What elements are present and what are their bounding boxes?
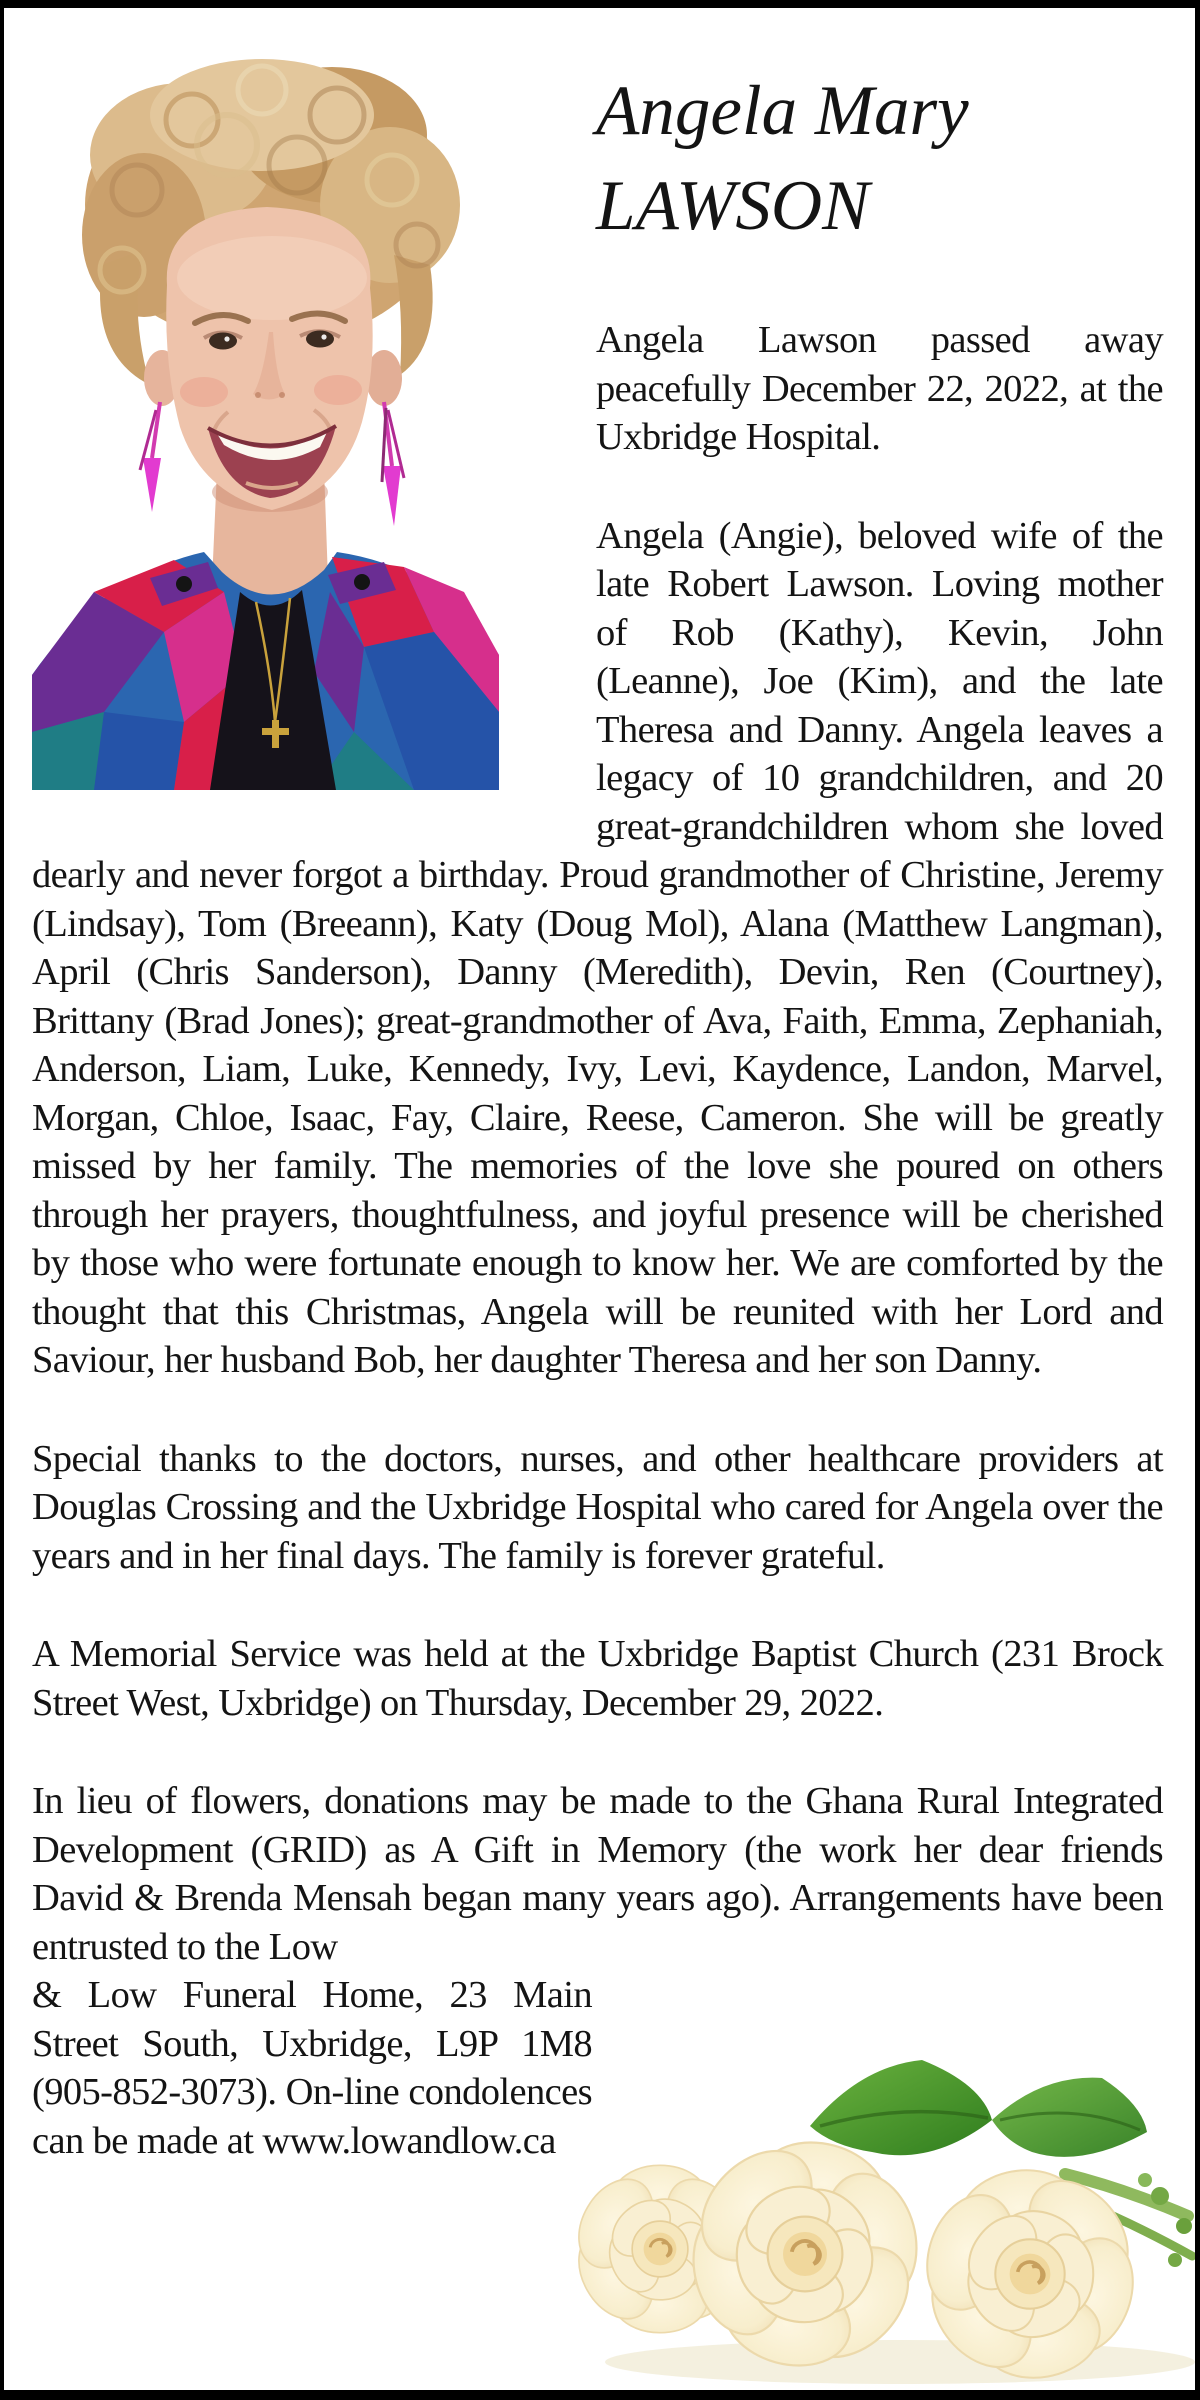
deceased-surname: LAWSON [596, 167, 870, 245]
paragraph-funeral-home: & Low Funeral Home, 23 Main Street South, Uxbridge, L9P 1M8 (905-852-3073). On-line condolences can be made at www.lowandlow.ca [32, 1974, 592, 2162]
table-shadow [605, 2340, 1195, 2384]
paragraph-thanks: Special thanks to the doctors, nurses, and other healthcare providers at Douglas Crossing and the Uxbridge Hospital who cared for Angela over the years and in her final days. The family is forever grateful. [32, 1437, 1163, 1577]
paragraph-announcement: Angela Lawson passed away peacefully December 22, 2022, at the Uxbridge Hospital. [596, 319, 1163, 458]
paragraph-donations: In lieu of flowers, donations may be made to the Ghana Rural Integrated Development (GRID) as A Gift in Memory (the work her dear friends David & Brenda Mensah began many years ago). Arrangements have been entrusted to the Low [32, 1780, 1163, 1968]
deceased-given-names: Angela Mary [596, 72, 969, 150]
paragraph-family: Angela (Angie), beloved wife of the late Robert Lawson. Loving mother of Rob (Kathy), Kevin, John (Leanne), Joe (Kim), and the late Theresa and Danny. Angela leaves a legacy of 10 grandchildren, and 20 great-grandchildren whom she loved dearly and never forgot a birthday. Proud grandmother of Christine, Jeremy (Lindsay), Tom (Breeann), Katy (Doug Mol), Alana (Matthew Langman), April (Chris Sanderson), Danny (Meredith), Devin, Ren (Courtney), Brittany (Brad Jones); great-grandmother of Ava, Faith, Emma, Zephaniah, Anderson, Liam, Luke, Kennedy, Ivy, Levi, Kaydence, Landon, Marvel, Morgan, Chloe, Isaac, Fay, Claire, Reese, Cameron. She will be greatly missed by her family. The memories of the love she poured on others through her prayers, thoughtfulness, and joyful presence will be cherished by those who were fortunate enough to know her. We are comforted by the thought that this Christmas, Angela will be reunited with her Lord and Saviour, her husband Bob, her daughter Theresa and her son Danny. [32, 514, 1163, 1381]
roses-photo [560, 2054, 1200, 2386]
roses-photo-svg [560, 2054, 1200, 2386]
paragraph-service: A Memorial Service was held at the Uxbridge Baptist Church (231 Brock Street West, Uxbridge) on Thursday, December 29, 2022. [32, 1633, 1163, 1724]
